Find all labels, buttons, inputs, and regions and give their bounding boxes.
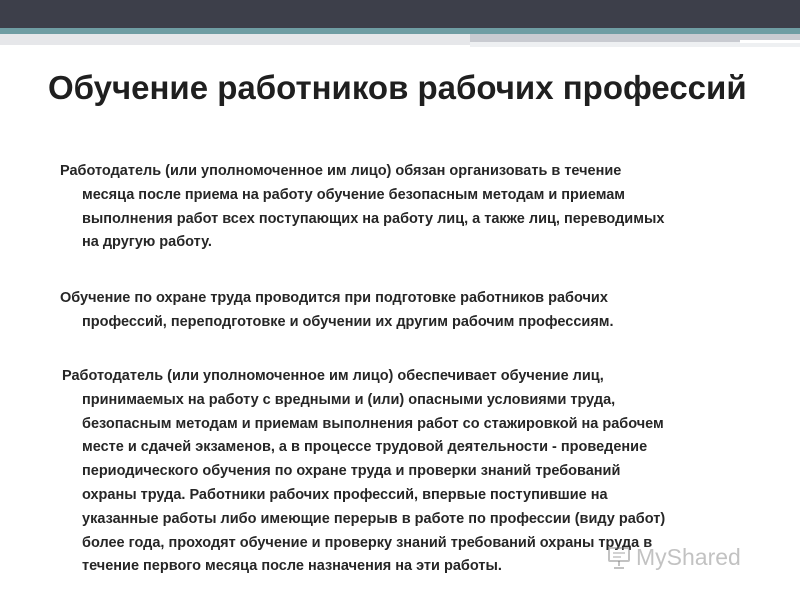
paragraph-line: охраны труда. Работники рабочих профессий, впервые поступившие на (82, 486, 608, 503)
paragraph-employer-obligation (60, 160, 750, 255)
paragraph-line: на другую работу. (82, 234, 212, 251)
watermark (606, 542, 741, 572)
paragraph-line: принимаемых на работу с вредными и (или) опасными условиями труда, (82, 391, 616, 408)
paragraph-line: указанные работы либо имеющие перерыв в работе по профессии (виду работ) (82, 510, 666, 527)
paragraph-line: месте и сдачей экзаменов, а в процессе трудовой деятельности - проведение (82, 439, 648, 456)
paragraph-training-during-preparation (60, 287, 750, 335)
watermark-text: MyShared (636, 543, 741, 570)
paragraph-line: Работодатель (или уполномоченное им лицо) обязан организовать в течение (60, 163, 622, 179)
presentation-board-icon (606, 544, 632, 570)
paragraph-line: течение первого месяца после назначения на эти работы. (82, 558, 502, 575)
decorative-stripe (740, 40, 800, 43)
paragraph-line: Работодатель (или уполномоченное им лицо) обеспечивает обучение лиц, (62, 368, 604, 384)
paragraph-line: более года, проходят обучение и проверку знаний требований охраны труда в (82, 534, 653, 551)
paragraph-line: безопасным методам и приемам выполнения работ со стажировкой на рабочем (82, 415, 664, 432)
paragraph-line: Обучение по охране труда проводится при подготовке работников рабочих (60, 290, 608, 306)
paragraph-line: профессий, переподготовке и обучении их другим рабочим профессиям. (82, 313, 614, 330)
paragraph-line: месяца после приема на работу обучение безопасным методам и приемам (82, 186, 626, 203)
header-bar (0, 0, 800, 28)
paragraph-line: периодического обучения по охране труда и проверки знаний требований (82, 463, 621, 480)
paragraph-line: выполнения работ всех поступающих на работу лиц, а также лиц, переводимых (82, 210, 665, 227)
decorative-stripe (0, 34, 470, 45)
slide-title: Обучение работников рабочих профессий (48, 69, 747, 106)
